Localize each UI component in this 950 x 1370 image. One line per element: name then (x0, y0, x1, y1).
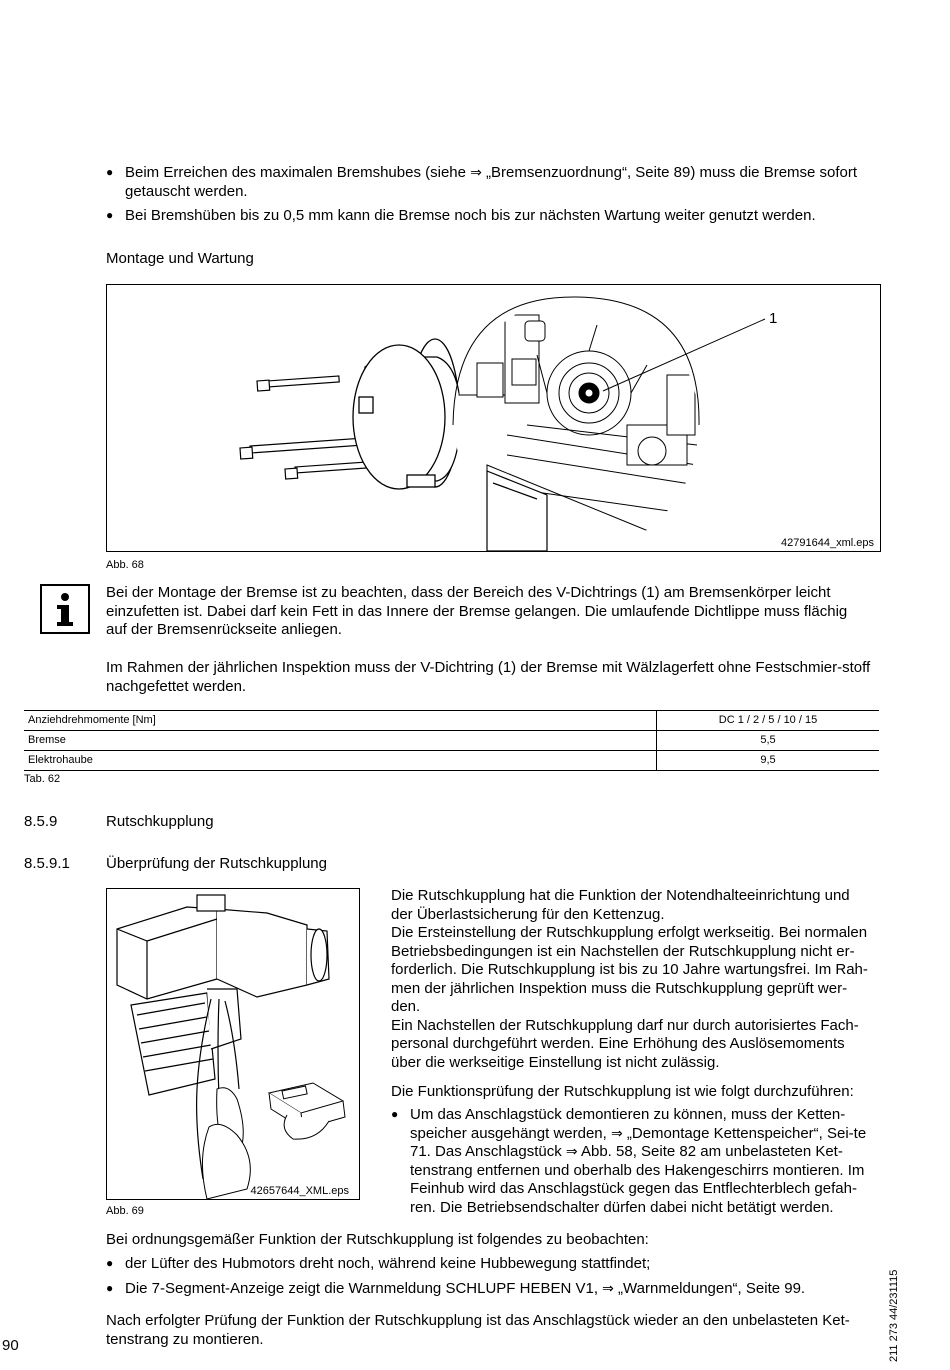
observation-bullet-list (106, 1255, 881, 1304)
info-icon (40, 584, 90, 634)
paragraph: Bei ordnungsgemäßer Funktion der Rutschkupplung ist folgendes zu beobachten: (106, 1231, 649, 1248)
table-row (24, 751, 879, 771)
closing-paragraph: Nach erfolgter Prüfung der Funktion der Rutschkupplung ist das Anschlagstück wieder an den unbelasteten Ket-tenstrang zu montieren. (106, 1312, 850, 1348)
cross-reference-link[interactable]: „Bremsenzuordnung“, Seite 89) muss die Bremse sofort getauscht werden. (125, 164, 858, 200)
paragraph (391, 887, 871, 1072)
table-header-cell: DC 1 / 2 / 5 / 10 / 15 (657, 711, 880, 731)
bullet-text: Die 7-Segment-Anzeige zeigt die Warnmeldung SCHLUPF HEBEN V1, (125, 1279, 603, 1297)
list-item (391, 1106, 879, 1217)
arrow-icon: ⇒ (602, 1280, 614, 1297)
section-number: 8.5.9 (24, 813, 58, 830)
inspection-lead: Im Rahmen der jährlichen Inspektion (106, 659, 351, 676)
figure-caption: Abb. 69 (106, 1205, 144, 1217)
table-cell: 9,5 (657, 751, 880, 771)
table-cell: Elektrohaube (24, 751, 657, 771)
figure-68-frame (106, 284, 881, 552)
brake-assembly-illustration (107, 285, 880, 551)
bullet-text: Beim Erreichen des maximalen Bremshubes (siehe (125, 164, 471, 181)
intro-bullet-list (106, 164, 881, 232)
chain-hoist-illustration (107, 889, 359, 1199)
table-cell: 5,5 (657, 731, 880, 751)
arrow-icon: ⇒ (610, 1125, 623, 1142)
subsection-number: 8.5.9.1 (24, 855, 70, 872)
table-header-row (24, 711, 879, 731)
cross-reference-link[interactable]: „Demontage Kettenspeicher“, Sei-te 71. Das Anschlagstück (410, 1124, 867, 1160)
figure-file-id: 42657644_XML.eps (250, 1185, 349, 1197)
bullet-text: Um das Anschlagstück demontieren zu können, muss der Ketten-speicher ausgehängt werden, (410, 1106, 846, 1142)
inspection-text: muss der V-Dichtring (1) der Bremse mit Wälzlagerfett ohne Festschmier-stoff nachgefettet werden. (106, 659, 871, 695)
figure-caption: Abb. 68 (106, 559, 144, 571)
inspection-paragraph (106, 659, 871, 696)
subsection-title: Überprüfung der Rutschkupplung (106, 855, 327, 872)
list-item (106, 164, 881, 201)
paragraph-text: Die Ersteinstellung der Rutschkupplung erfolgt werkseitig. Bei normalen Betriebsbedingungen ist ein Nachstellen der Rutschkupplung nicht er-forderlich. Die Rutschkupplung ist bis zu 10 Jahre wartungsfrei. Im Rah-men der jährlichen Inspektion muss die Rutschkupplung geprüft wer-den. (391, 924, 868, 1015)
paragraph-text: Ein Nachstellen der Rutschkupplung darf nur durch autorisiertes Fach-personal durchgeführt werden. Eine Erhöhung des Auslösemoments über die werkseitige Einstellung ist nicht zulässig. (391, 1016, 859, 1071)
table-cell: Bremse (24, 731, 657, 751)
info-note-text: Bei der Montage der Bremse ist zu beachten, dass der Bereich des V-Dichtrings (1) am Bremsenkörper leicht einzufetten ist. Dabei darf kein Fett in das Innere der Bremse gelangen. Die umlaufende Dichtlippe muss flächig auf der Bremsenrückseite anliegen. (106, 584, 848, 638)
figure-69-frame (106, 888, 360, 1200)
paragraph: Die Funktionsprüfung der Rutschkupplung ist wie folgt durchzuführen: (391, 1083, 854, 1100)
cross-reference-link[interactable]: „Warnmeldungen“, Seite 99. (613, 1279, 806, 1297)
list-item (106, 1255, 881, 1274)
figure-file-id: 42791644_xml.eps (781, 537, 874, 549)
table-header-cell: Anziehdrehmomente [Nm] (24, 711, 657, 731)
cross-reference-link[interactable]: Abb. 58, Seite 82 am unbelasteten Ket-tenstrang entfernen und oberhalb des Hakengeschirrs montieren. Im Feinhub wird das Anschlagstück gegen das Entflechterblech gefah-ren. Die Betriebsendschalter dürfen dabei nicht betätigt werden. (410, 1143, 865, 1216)
list-item (106, 207, 881, 226)
table-row (24, 731, 879, 751)
list-item (106, 1280, 881, 1299)
bullet-text: Bei Bremshüben bis zu 0,5 mm kann die Bremse noch bis zur nächsten Wartung weiter genutzt werden. (125, 207, 816, 224)
torque-table (24, 710, 879, 771)
table-caption: Tab. 62 (24, 773, 61, 785)
procedure-bullet-list (391, 1106, 879, 1223)
section-title: Rutschkupplung (106, 813, 214, 830)
arrow-icon: ⇒ (470, 165, 482, 181)
paragraph-text: Die Rutschkupplung hat die Funktion der Notendhalteeinrichtung und der Überlastsicherung für den Kettenzug. (391, 887, 850, 923)
bullet-text: der Lüfter des Hubmotors dreht noch, während keine Hubbewegung stattfindet; (125, 1255, 651, 1272)
callout-1: 1 (769, 310, 778, 327)
page-number: 90 (2, 1337, 19, 1354)
arrow-icon: ⇒ (565, 1144, 578, 1160)
section-heading-montage: Montage und Wartung (106, 250, 254, 267)
document-id: 211 273 44/231115 (888, 1269, 900, 1362)
